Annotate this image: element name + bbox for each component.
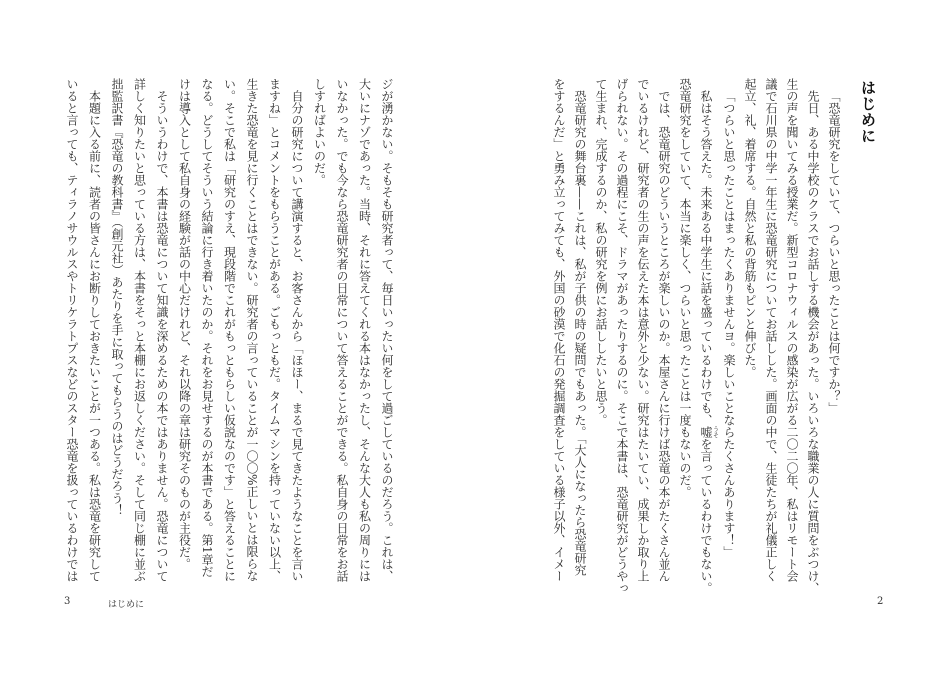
ruby-word [699, 426, 719, 438]
text-column: ジが湧かない。そもそも研究者って、毎日いったい何をして過ごしているのだろう。これは、 [380, 78, 394, 582]
text-column: いると言っても、ティラノサウルスやトリケラトプスなどのスター恐竜を扱っているわけでは [65, 78, 79, 582]
ruby-base: 嘘 [699, 426, 713, 438]
text-column: 生きた恐竜を見に行くことはできない。研究者の言っていることが一〇〇%正しいとは限らな [245, 78, 259, 582]
text-column: げられない。その過程にこそ、ドラマがあったりするのに。そこで本書は、恐竜研究がどうやっ [615, 78, 629, 594]
left-page-body [60, 78, 398, 590]
text-column: て生まれ、完成するのか、私の研究を例にお話ししたいと思う。 [594, 78, 608, 426]
text-column: 大いにナゾであった。当時、それに答えてくれる本はなかったし、そんな大人も私の周りには [357, 78, 372, 582]
text-column: 「つらいと思ったことはまったくありませんヨ。楽しいことならたくさんあります！」 [722, 90, 736, 558]
text-segment: を言っているわけでもない。 [699, 438, 713, 594]
text-segment: 私はそう答えた。未来ある中学生に話を盛っているわけでも、 [699, 90, 713, 426]
text-column: 恐竜研究をしていて、本当に楽しく、つらいと思ったことは一度もないのだ。 [678, 78, 692, 498]
text-column: 生の声を聞いてみる授業だ。新型コロナウィルスの感染が広がる二〇二〇年、私はリモート会 [785, 78, 799, 582]
text-column: 恐竜研究の舞台裏——これは、私が子供の時の疑問でもあった。「大人になったら恐竜研究 [573, 90, 587, 576]
text-column: しすればよいのだ。 [312, 78, 327, 186]
page-number-right: 2 [877, 596, 884, 607]
ruby-reading: うそ [711, 426, 719, 438]
text-column: い。そこで私は「研究のすえ、現段階でこれがもっともらしい仮説なのです」と答えることに [222, 78, 237, 582]
text-column: 先日、ある中学校のクラスでお話しする機会があった。いろいろな職業の人に質問をぶつけ、 [806, 90, 820, 594]
text-column: をするんだ」と勇み立ってみても、外国の砂漠で化石の発掘調査をしている様子以外、イメー [552, 78, 566, 582]
text-column: 本題に入る前に、読者の皆さんにお断りしておきたいことが一つある。私は恐竜を研究して [87, 90, 102, 582]
page-number-left: 3 [64, 596, 71, 607]
text-column: 詳しく知りたいと思っている方は、本書をそっと本棚にお返しください。そして同じ棚に並ぶ [132, 78, 147, 582]
text-column: 自分の研究について講演すると、お客さんから「ほほー、まるで見てきたようなことを言い [290, 90, 304, 582]
text-column: 拙監訳書『恐竜の教科書』（創元社）あたりを手に取ってもらうのはどうだろう！ [110, 78, 124, 516]
text-column: 起立、礼、着席する。自然と私の背筋もピンと伸びた。 [743, 78, 757, 378]
text-column: 「恐竜研究をしていて、つらいと思ったことは何ですか？」 [827, 90, 841, 414]
text-column: でいるけれど、研究者の生の声を伝えた本は意外と少ない。研究はたいてい、成果しか取り上 [636, 78, 650, 582]
text-column [695, 78, 719, 594]
text-column: そういうわけで、本書は恐竜について知識を深めるための本ではありません。恐竜について [155, 90, 169, 582]
text-column: けは導入として私自身の経験が話の中心だけれど、それ以降の章は研究そのものが主役だ。 [177, 78, 192, 570]
right-page-body [550, 78, 844, 594]
text-column: いなかった。でも今なら恐竜研究者の日常について答えることができる。私自身の日常をお話 [335, 78, 349, 582]
chapter-heading: はじめに [859, 80, 877, 144]
text-column: 議で石川県の中学一年生に恐竜研究についてお話しした。画面の中で、生徒たちが礼儀正しく [764, 78, 778, 582]
text-column: なる。どうしてそういう結論に行き着いたのか。それをお見せするのが本書である。第1章だ [200, 78, 214, 578]
text-column: ますね」とコメントをもらうことがある。ごもっともだ。タイムマシンを持っていない以上、 [267, 78, 282, 582]
text-column: では、恐竜研究のどういうところが楽しいのか。本屋さんに行けば恐竜の本がたくさん並ん [657, 90, 671, 582]
running-head: はじめに [108, 600, 145, 610]
